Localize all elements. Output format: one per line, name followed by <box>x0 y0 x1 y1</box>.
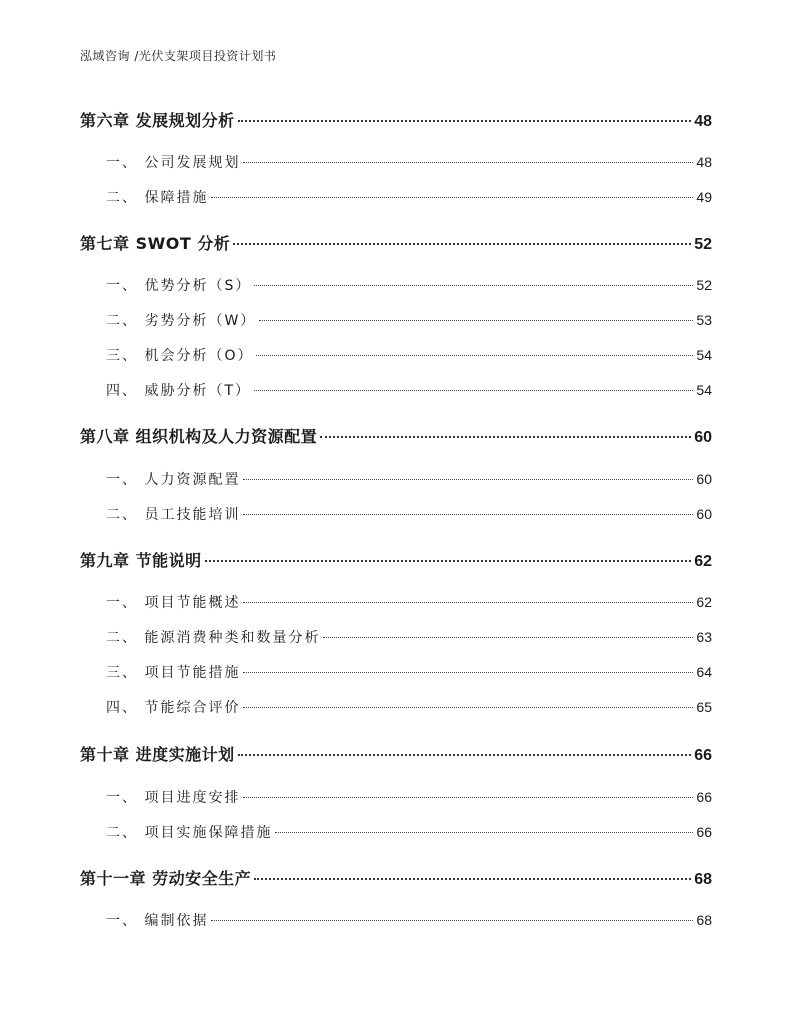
toc-entry-title: 二、 保障措施 <box>106 190 209 206</box>
toc-section-entry[interactable] <box>80 187 712 207</box>
dot-leader <box>243 602 693 603</box>
toc-section-entry[interactable] <box>80 275 712 295</box>
toc-page-number: 64 <box>696 664 712 680</box>
toc-entry-title: 第六章 发展规划分析 <box>80 111 235 130</box>
toc-page-number: 49 <box>696 189 712 205</box>
toc-page-number: 53 <box>696 312 712 328</box>
toc-section-entry[interactable] <box>80 662 712 682</box>
toc-page-number: 63 <box>696 629 712 645</box>
toc-entry-title: 第十章 进度实施计划 <box>80 745 235 764</box>
toc-section-entry[interactable] <box>80 592 712 612</box>
toc-section-entry[interactable] <box>80 152 712 172</box>
toc-entry-title: 一、 人力资源配置 <box>106 472 241 488</box>
toc-page-number: 60 <box>696 471 712 487</box>
dot-leader <box>238 120 692 122</box>
dot-leader <box>254 390 693 391</box>
toc-entry-title: 第九章 节能说明 <box>80 551 202 570</box>
toc-page-number: 48 <box>694 113 712 130</box>
toc-section-entry[interactable] <box>80 627 712 647</box>
dot-leader <box>320 436 691 438</box>
toc-page-number: 65 <box>696 699 712 715</box>
toc-chapter-entry[interactable] <box>80 424 712 447</box>
toc-page-number: 66 <box>696 789 712 805</box>
toc-entry-title: 第七章 SWOT 分析 <box>80 234 231 253</box>
toc-entry-title: 一、 优势分析（S） <box>106 278 252 294</box>
toc-entry-title: 二、 能源消费种类和数量分析 <box>106 630 321 646</box>
toc-entry-title: 三、 项目节能措施 <box>106 665 241 681</box>
toc-page-number: 66 <box>694 747 712 764</box>
toc-page-number: 54 <box>696 382 712 398</box>
toc-entry-title: 一、 编制依据 <box>106 913 209 929</box>
toc-section-entry[interactable] <box>80 697 712 717</box>
toc-section-entry[interactable] <box>80 310 712 330</box>
dot-leader <box>256 355 693 356</box>
toc-page-number: 66 <box>696 824 712 840</box>
toc-page-number: 48 <box>696 154 712 170</box>
toc-section-entry[interactable] <box>80 504 712 524</box>
toc-chapter-entry[interactable] <box>80 231 712 254</box>
toc-section-entry[interactable] <box>80 787 712 807</box>
dot-leader <box>211 197 693 198</box>
toc-chapter-entry[interactable] <box>80 548 712 571</box>
dot-leader <box>275 832 693 833</box>
dot-leader <box>205 560 692 562</box>
toc-chapter-entry[interactable] <box>80 866 712 889</box>
toc-page-number: 60 <box>694 429 712 446</box>
toc-entry-title: 一、 公司发展规划 <box>106 155 241 171</box>
running-header: 泓域咨询 /光伏支架项目投资计划书 <box>80 49 277 63</box>
toc-section-entry[interactable] <box>80 822 712 842</box>
toc-entry-title: 三、 机会分析（O） <box>106 348 254 364</box>
toc-entry-title: 第八章 组织机构及人力资源配置 <box>80 427 318 446</box>
toc-page-number: 54 <box>696 347 712 363</box>
dot-leader <box>211 920 693 921</box>
toc-section-entry[interactable] <box>80 910 712 930</box>
toc-entry-title: 一、 项目节能概述 <box>106 595 241 611</box>
toc-entry-title: 一、 项目进度安排 <box>106 790 241 806</box>
dot-leader <box>243 797 693 798</box>
toc-page-number: 52 <box>694 236 712 253</box>
toc-page-number: 60 <box>696 506 712 522</box>
toc-chapter-entry[interactable] <box>80 108 712 131</box>
toc-page-number: 62 <box>696 594 712 610</box>
toc-page-number: 68 <box>694 871 712 888</box>
dot-leader <box>233 243 691 245</box>
dot-leader <box>323 637 693 638</box>
dot-leader <box>243 672 693 673</box>
dot-leader <box>254 285 693 286</box>
toc-page-number: 62 <box>694 553 712 570</box>
toc-entry-title: 第十一章 劳动安全生产 <box>80 869 252 888</box>
dot-leader <box>254 878 691 880</box>
toc-entry-title: 四、 威胁分析（T） <box>106 383 252 399</box>
toc-chapter-entry[interactable] <box>80 742 712 765</box>
dot-leader <box>238 754 692 756</box>
toc-entry-title: 四、 节能综合评价 <box>106 700 241 716</box>
toc-entry-title: 二、 员工技能培训 <box>106 507 241 523</box>
dot-leader <box>243 162 693 163</box>
dot-leader <box>243 514 693 515</box>
dot-leader <box>243 707 693 708</box>
toc-entry-title: 二、 劣势分析（W） <box>106 313 257 329</box>
toc-entry-title: 二、 项目实施保障措施 <box>106 825 273 841</box>
toc-section-entry[interactable] <box>80 469 712 489</box>
toc-section-entry[interactable] <box>80 345 712 365</box>
dot-leader <box>259 320 693 321</box>
toc-page-number: 68 <box>696 912 712 928</box>
toc-page-number: 52 <box>696 277 712 293</box>
toc-section-entry[interactable] <box>80 380 712 400</box>
dot-leader <box>243 479 693 480</box>
